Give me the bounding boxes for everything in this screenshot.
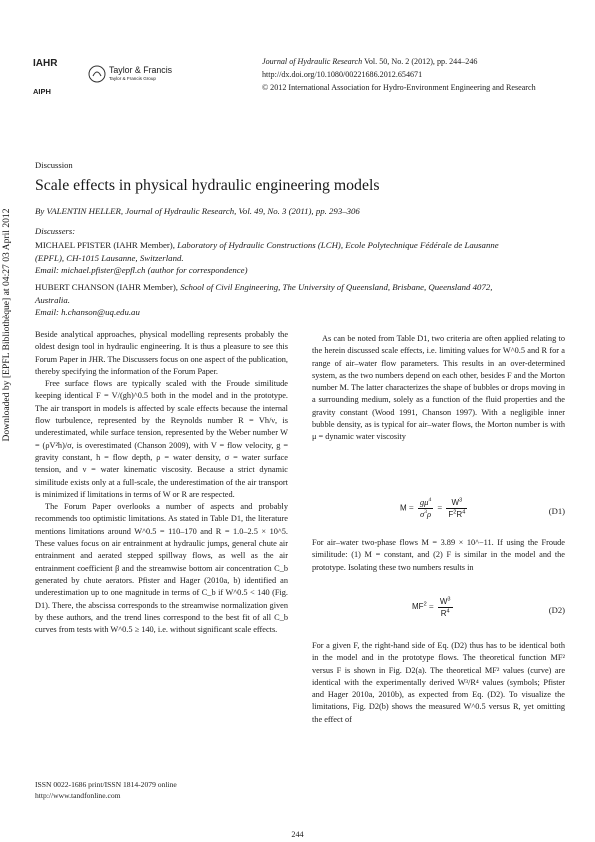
svg-text:IAHR: IAHR bbox=[33, 58, 58, 69]
publisher-subname: Taylor & Francis Group bbox=[109, 76, 156, 81]
svg-text:AIPH: AIPH bbox=[33, 87, 51, 96]
byline: By VALENTIN HELLER, Journal of Hydraulic Research, Vol. 49, No. 3 (2011), pp. 293–306 bbox=[35, 206, 360, 216]
equation-d2: $MF^2$ = $\frac{W^3}{R^4}$ (D2) bbox=[412, 596, 565, 618]
equation-d1: M = $\frac{g\mu^4}{\sigma^3\rho}$ = $\frac{W^3}{F^2R^4}$ (D1) bbox=[400, 497, 565, 519]
left-column bbox=[35, 329, 288, 636]
publisher-name: Taylor & Francis bbox=[109, 65, 173, 75]
discusser-email[interactable]: Email: h.chanson@uq.edu.au bbox=[35, 307, 140, 317]
discusser-affiliation-cont: Australia. bbox=[35, 294, 70, 305]
page-number: 244 bbox=[291, 830, 304, 839]
paragraph: Free surface flows are typically scaled with the Froude similitude keeping identical F = V/(gh)^0.5 both in the model and in the prototype. The air transport in models is affected by scale effects because the internal flow turbulence, represented by the Reynolds number R = Vh/ν, is underestimated, while surface tension, represented by the Weber number W = (ρV²h)/σ, is overestimated (Chanson 2009), with V = flow velocity, g = gravity constant, h = flow depth, ρ = water density, σ = water surface tension, and ν = water kinematic viscosity. Because a strict dynamic similitude exists only at a full-scale, the underestimation of the air transport is minimized if limitations in terms of W or R are respected. bbox=[35, 379, 288, 499]
equation-number: (D2) bbox=[548, 605, 565, 615]
right-column-mid bbox=[312, 537, 565, 574]
iahr-logo bbox=[33, 53, 69, 71]
section-label: Discussion bbox=[35, 160, 73, 170]
discussers-label: Discussers: bbox=[35, 226, 76, 236]
journal-name: Journal of Hydraulic Research bbox=[262, 57, 363, 66]
journal-volume: Vol. 50, No. 2 (2012), pp. 244–246 bbox=[362, 57, 478, 66]
right-column-top bbox=[312, 333, 565, 444]
copyright: © 2012 International Association for Hydro-Environment Engineering and Research bbox=[262, 83, 536, 92]
discusser-chanson bbox=[35, 281, 575, 319]
footer bbox=[35, 780, 177, 801]
paragraph: The Forum Paper overlooks a number of aspects and probably recommends too optimistic limitations. As stated in Table D1, the literature mentions limitations around W^0.5 = 110–170 and R = 1.0–2.5 × 10^5. These values focus on air entrainment at hydraulic jumps, general chute air entrainment and aerated stepped spillway flows, as well as the air entrainment coefficient β and the streamwise bottom air concentration C_b generated by chute aerators. Pfister and Hager (2010a, b) identified an underestimation up to one magnitude in terms of C_b if W^0.5 < 140 (Fig. D1). There, the abscissa corresponds to the streamwise normalization given by these authors, and the trend lines correspond to the best fit of all C_b curves from tests with W^0.5 ≥ 140, i.e. without significant scale effects. bbox=[35, 502, 288, 635]
discusser-affiliation: School of Civil Engineering, The University of Queensland, Brisbane, Queensland 4072, bbox=[180, 282, 493, 292]
discusser-affiliation: Laboratory of Hydraulic Constructions (LCH), Ecole Polytechnique Fédérale de Lausanne bbox=[177, 240, 499, 250]
paragraph: For air–water two-phase flows M = 3.89 × 10^−11. If using the Froude similitude: (1) M = constant, and (2) F is similar in the model and the prototype. Isolating these two numbers results in bbox=[312, 538, 565, 572]
discusser-pfister bbox=[35, 239, 575, 277]
aiph-logo bbox=[33, 85, 69, 97]
issn: ISSN 0022-1686 print/ISSN 1814-2079 online bbox=[35, 780, 177, 789]
right-column-bottom bbox=[312, 640, 565, 726]
paragraph: For a given F, the right-hand side of Eq. (D2) thus has to be identical both in the model and in the prototype flows. The theoretical function MF² versus F is shown in Fig. D2(a). The theoretical MF² values (curve) are identical with the experimentally derived W³/R⁴ values (symbols; Pfister and Hager 2010a, 2010b), as expected from Eq. (D2). To visualize the limitations, Fig. D2(b) shows the measured W^0.5 versus R, yet omitting the effect of bbox=[312, 641, 565, 724]
discusser-name: MICHAEL PFISTER (IAHR Member), bbox=[35, 240, 178, 250]
paragraph: As can be noted from Table D1, two criteria are often applied relating to the herein discussed scale effects, i.e. limiting values for W^0.5 and R for a range of air–water flow parameters. This results in an over-determined system, as the two numbers depend on each other, besides F and the Morton number M. The latter characterizes the shape of bubbles or drops moving in a surrounding medium, solely as a function of the fluid properties and the gravity constant (Wood 1991, Chanson 1997). With a negligible inner bubble density, as is typical for air–water flows, the Morton number is with μ = dynamic water viscosity bbox=[312, 334, 565, 442]
paragraph: Beside analytical approaches, physical modelling represents probably the oldest design tool in hydraulic engineering. It is thus a pleasure to see this Forum Paper in JHR. The Discussers focus on one aspect of the publication, thereby specifying the information of the Forum Paper. bbox=[35, 330, 288, 376]
equation-number: (D1) bbox=[548, 506, 565, 516]
discusser-affiliation-cont: (EPFL), CH-1015 Lausanne, Switzerland. bbox=[35, 252, 184, 263]
download-watermark: Downloaded by [EPFL Bibliothèque] at 04:27 03 April 2012 bbox=[1, 208, 12, 442]
publisher-logo bbox=[88, 64, 208, 86]
article-title: Scale effects in physical hydraulic engineering models bbox=[35, 177, 380, 194]
discusser-name: HUBERT CHANSON (IAHR Member), bbox=[35, 282, 181, 292]
publisher-emblem-icon bbox=[88, 64, 106, 84]
publisher-url[interactable]: http://www.tandfonline.com bbox=[35, 790, 121, 800]
discusser-email[interactable]: Email: michael.pfister@epfl.ch (author for correspondence) bbox=[35, 265, 248, 275]
doi-link[interactable]: http://dx.doi.org/10.1080/00221686.2012.654671 bbox=[262, 70, 423, 79]
journal-info bbox=[262, 55, 582, 94]
